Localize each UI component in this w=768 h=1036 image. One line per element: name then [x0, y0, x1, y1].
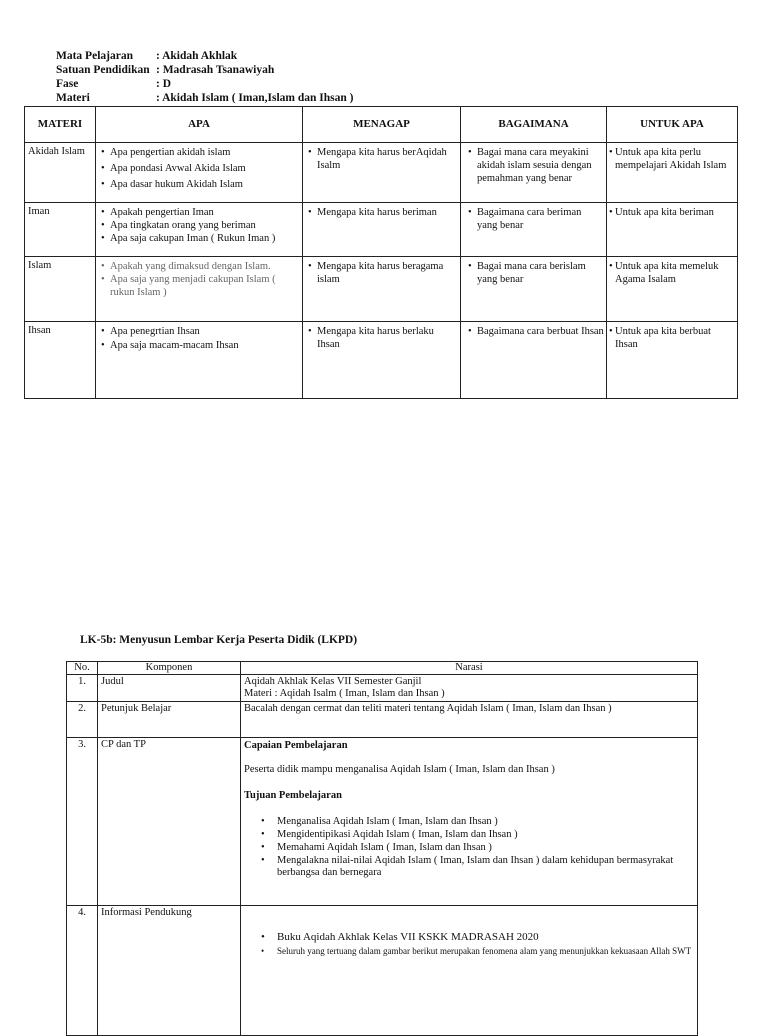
cell-narasi	[241, 675, 698, 702]
header-narasi: Narasi	[241, 662, 698, 675]
list-item: • Mengapa kita harus beriman	[307, 206, 458, 219]
info-row-subject	[56, 49, 353, 63]
list-item: • Buku Aqidah Akhlak Kelas VII KSKK MADRASAH 2020	[244, 931, 694, 943]
cell-no: 2.	[67, 702, 98, 738]
cell-mengapa	[303, 203, 461, 257]
cell-materi: Akidah Islam	[25, 143, 96, 203]
header-untuk-apa: UNTUK APA	[607, 107, 738, 143]
cell-narasi	[241, 738, 698, 906]
cell-komponen: Petunjuk Belajar	[98, 702, 241, 738]
question-matrix-table	[24, 106, 738, 399]
table-header-row	[25, 107, 738, 143]
header-komponen: Komponen	[98, 662, 241, 675]
table-row	[67, 738, 698, 906]
info-value: : Akidah Islam ( Iman,Islam dan Ihsan )	[156, 92, 354, 104]
cell-komponen: Informasi Pendukung	[98, 906, 241, 1036]
table-row	[25, 143, 738, 203]
header-materi: MATERI	[25, 107, 96, 143]
list-item: • Apa pengertian akidah islam	[100, 146, 300, 159]
table-row	[67, 675, 698, 702]
info-row-material	[56, 91, 353, 105]
list-item: • Untuk apa kita beriman	[609, 206, 735, 219]
list-item: • Seluruh yang tertuang dalam gambar berikut merupakan fenomena alam yang menunjukkan kekuasaan Allah SWT	[244, 946, 694, 957]
cell-bagaimana	[461, 203, 607, 257]
cell-no: 1.	[67, 675, 98, 702]
lkpd-table	[66, 661, 698, 1036]
table-row	[25, 322, 738, 399]
table-row	[25, 257, 738, 322]
table-row	[25, 203, 738, 257]
list-item: • Memahami Aqidah Islam ( Iman, Islam dan Ihsan )	[244, 842, 694, 854]
cp-heading: Capaian Pembelajaran	[244, 740, 348, 751]
cell-materi: Islam	[25, 257, 96, 322]
info-value: : Akidah Akhlak	[156, 50, 238, 62]
cell-bagaimana	[461, 322, 607, 399]
cp-text: Peserta didik mampu menganalisa Aqidah Islam ( Iman, Islam dan Ihsan )	[244, 764, 555, 775]
list-item: • Bagai mana cara berislam yang benar	[467, 260, 604, 286]
header-no: No.	[67, 662, 98, 675]
list-item: • Apa saja macam-macam Ihsan	[100, 339, 300, 352]
list-item: • Mengidentipikasi Aqidah Islam ( Iman, Islam dan Ihsan )	[244, 829, 694, 841]
list-item: • Bagaimana cara beriman yang benar	[467, 206, 604, 232]
info-label: Fase	[56, 78, 79, 90]
info-label: Materi	[56, 92, 90, 104]
cell-mengapa	[303, 143, 461, 203]
cell-apa	[96, 203, 303, 257]
list-item: • Apa dasar hukum Akidah Islam	[100, 178, 300, 191]
list-item: • Apakah yang dimaksud dengan Islam.	[100, 260, 300, 273]
cell-apa	[96, 322, 303, 399]
cell-untuk-apa	[607, 257, 738, 322]
table-row	[67, 702, 698, 738]
header-mengapa: MENAGAP	[303, 107, 461, 143]
cell-narasi: Bacalah dengan cermat dan teliti materi tentang Aqidah Islam ( Iman, Islam dan Ihsan )	[241, 702, 698, 738]
cell-materi: Ihsan	[25, 322, 96, 399]
info-list	[244, 931, 694, 957]
cell-apa	[96, 257, 303, 322]
list-item: • Bagai mana cara meyakini akidah islam sesuia dengan pemahman yang benar	[467, 146, 604, 185]
list-item: • Apa tingkatan orang yang beriman	[100, 219, 300, 232]
list-item: • Untuk apa kita perlu mempelajari Akidah Islam	[609, 146, 735, 172]
list-item: • Bagaimana cara berbuat Ihsan	[467, 325, 604, 338]
info-value: : D	[156, 78, 172, 90]
cell-komponen: CP dan TP	[98, 738, 241, 906]
narasi-line: Aqidah Akhlak Kelas VII Semester Ganjil	[244, 676, 422, 687]
list-item: • Apa saja yang menjadi cakupan Islam ( rukun Islam )	[100, 273, 300, 299]
list-item: • Mengapa kita harus berlaku Ihsan	[307, 325, 458, 351]
info-row-school	[56, 63, 353, 77]
list-item: • Apa penegrtian Ihsan	[100, 325, 300, 338]
list-item: • Mengapa kita harus beragama islam	[307, 260, 458, 286]
cell-komponen: Judul	[98, 675, 241, 702]
document-info	[56, 49, 353, 105]
list-item: • Apa pondasi Avwal Akida Islam	[100, 162, 300, 175]
header-apa: APA	[96, 107, 303, 143]
cell-untuk-apa	[607, 143, 738, 203]
info-label: Mata Pelajaran	[56, 50, 133, 62]
cell-mengapa	[303, 322, 461, 399]
cell-apa	[96, 143, 303, 203]
cell-mengapa	[303, 257, 461, 322]
list-item: • Untuk apa kita memeluk Agama Isalam	[609, 260, 735, 286]
narasi-line: Materi : Aqidah Isalm ( Iman, Islam dan Ihsan )	[244, 688, 445, 699]
cell-no: 4.	[67, 906, 98, 1036]
cell-narasi	[241, 906, 698, 1036]
info-label: Satuan Pendidikan	[56, 64, 150, 76]
cell-bagaimana	[461, 257, 607, 322]
list-item: • Untuk apa kita berbuat Ihsan	[609, 325, 735, 351]
table-row	[67, 906, 698, 1036]
table-header-row	[67, 662, 698, 675]
cell-untuk-apa	[607, 203, 738, 257]
list-item: • Apakah pengertian Iman	[100, 206, 300, 219]
info-row-phase	[56, 77, 353, 91]
list-item: • Mengapa kita harus berAqidah Isalm	[307, 146, 458, 172]
info-value: : Madrasah Tsanawiyah	[156, 64, 275, 76]
tp-list	[244, 816, 694, 879]
lkpd-title: LK-5b: Menyusun Lembar Kerja Peserta Didik (LKPD)	[80, 634, 358, 646]
list-item: • Mengalakna nilai-nilai Aqidah Islam ( Iman, Islam dan Ihsan ) dalam kehidupan bermasyrakat berbangsa dan bernegara	[244, 855, 694, 879]
cell-materi: Iman	[25, 203, 96, 257]
cell-untuk-apa	[607, 322, 738, 399]
header-bagaimana: BAGAIMANA	[461, 107, 607, 143]
cell-no: 3.	[67, 738, 98, 906]
tp-heading: Tujuan Pembelajaran	[244, 790, 342, 801]
list-item: • Menganalisa Aqidah Islam ( Iman, Islam dan Ihsan )	[244, 816, 694, 828]
cell-bagaimana	[461, 143, 607, 203]
list-item: • Apa saja cakupan Iman ( Rukun Iman )	[100, 232, 300, 245]
